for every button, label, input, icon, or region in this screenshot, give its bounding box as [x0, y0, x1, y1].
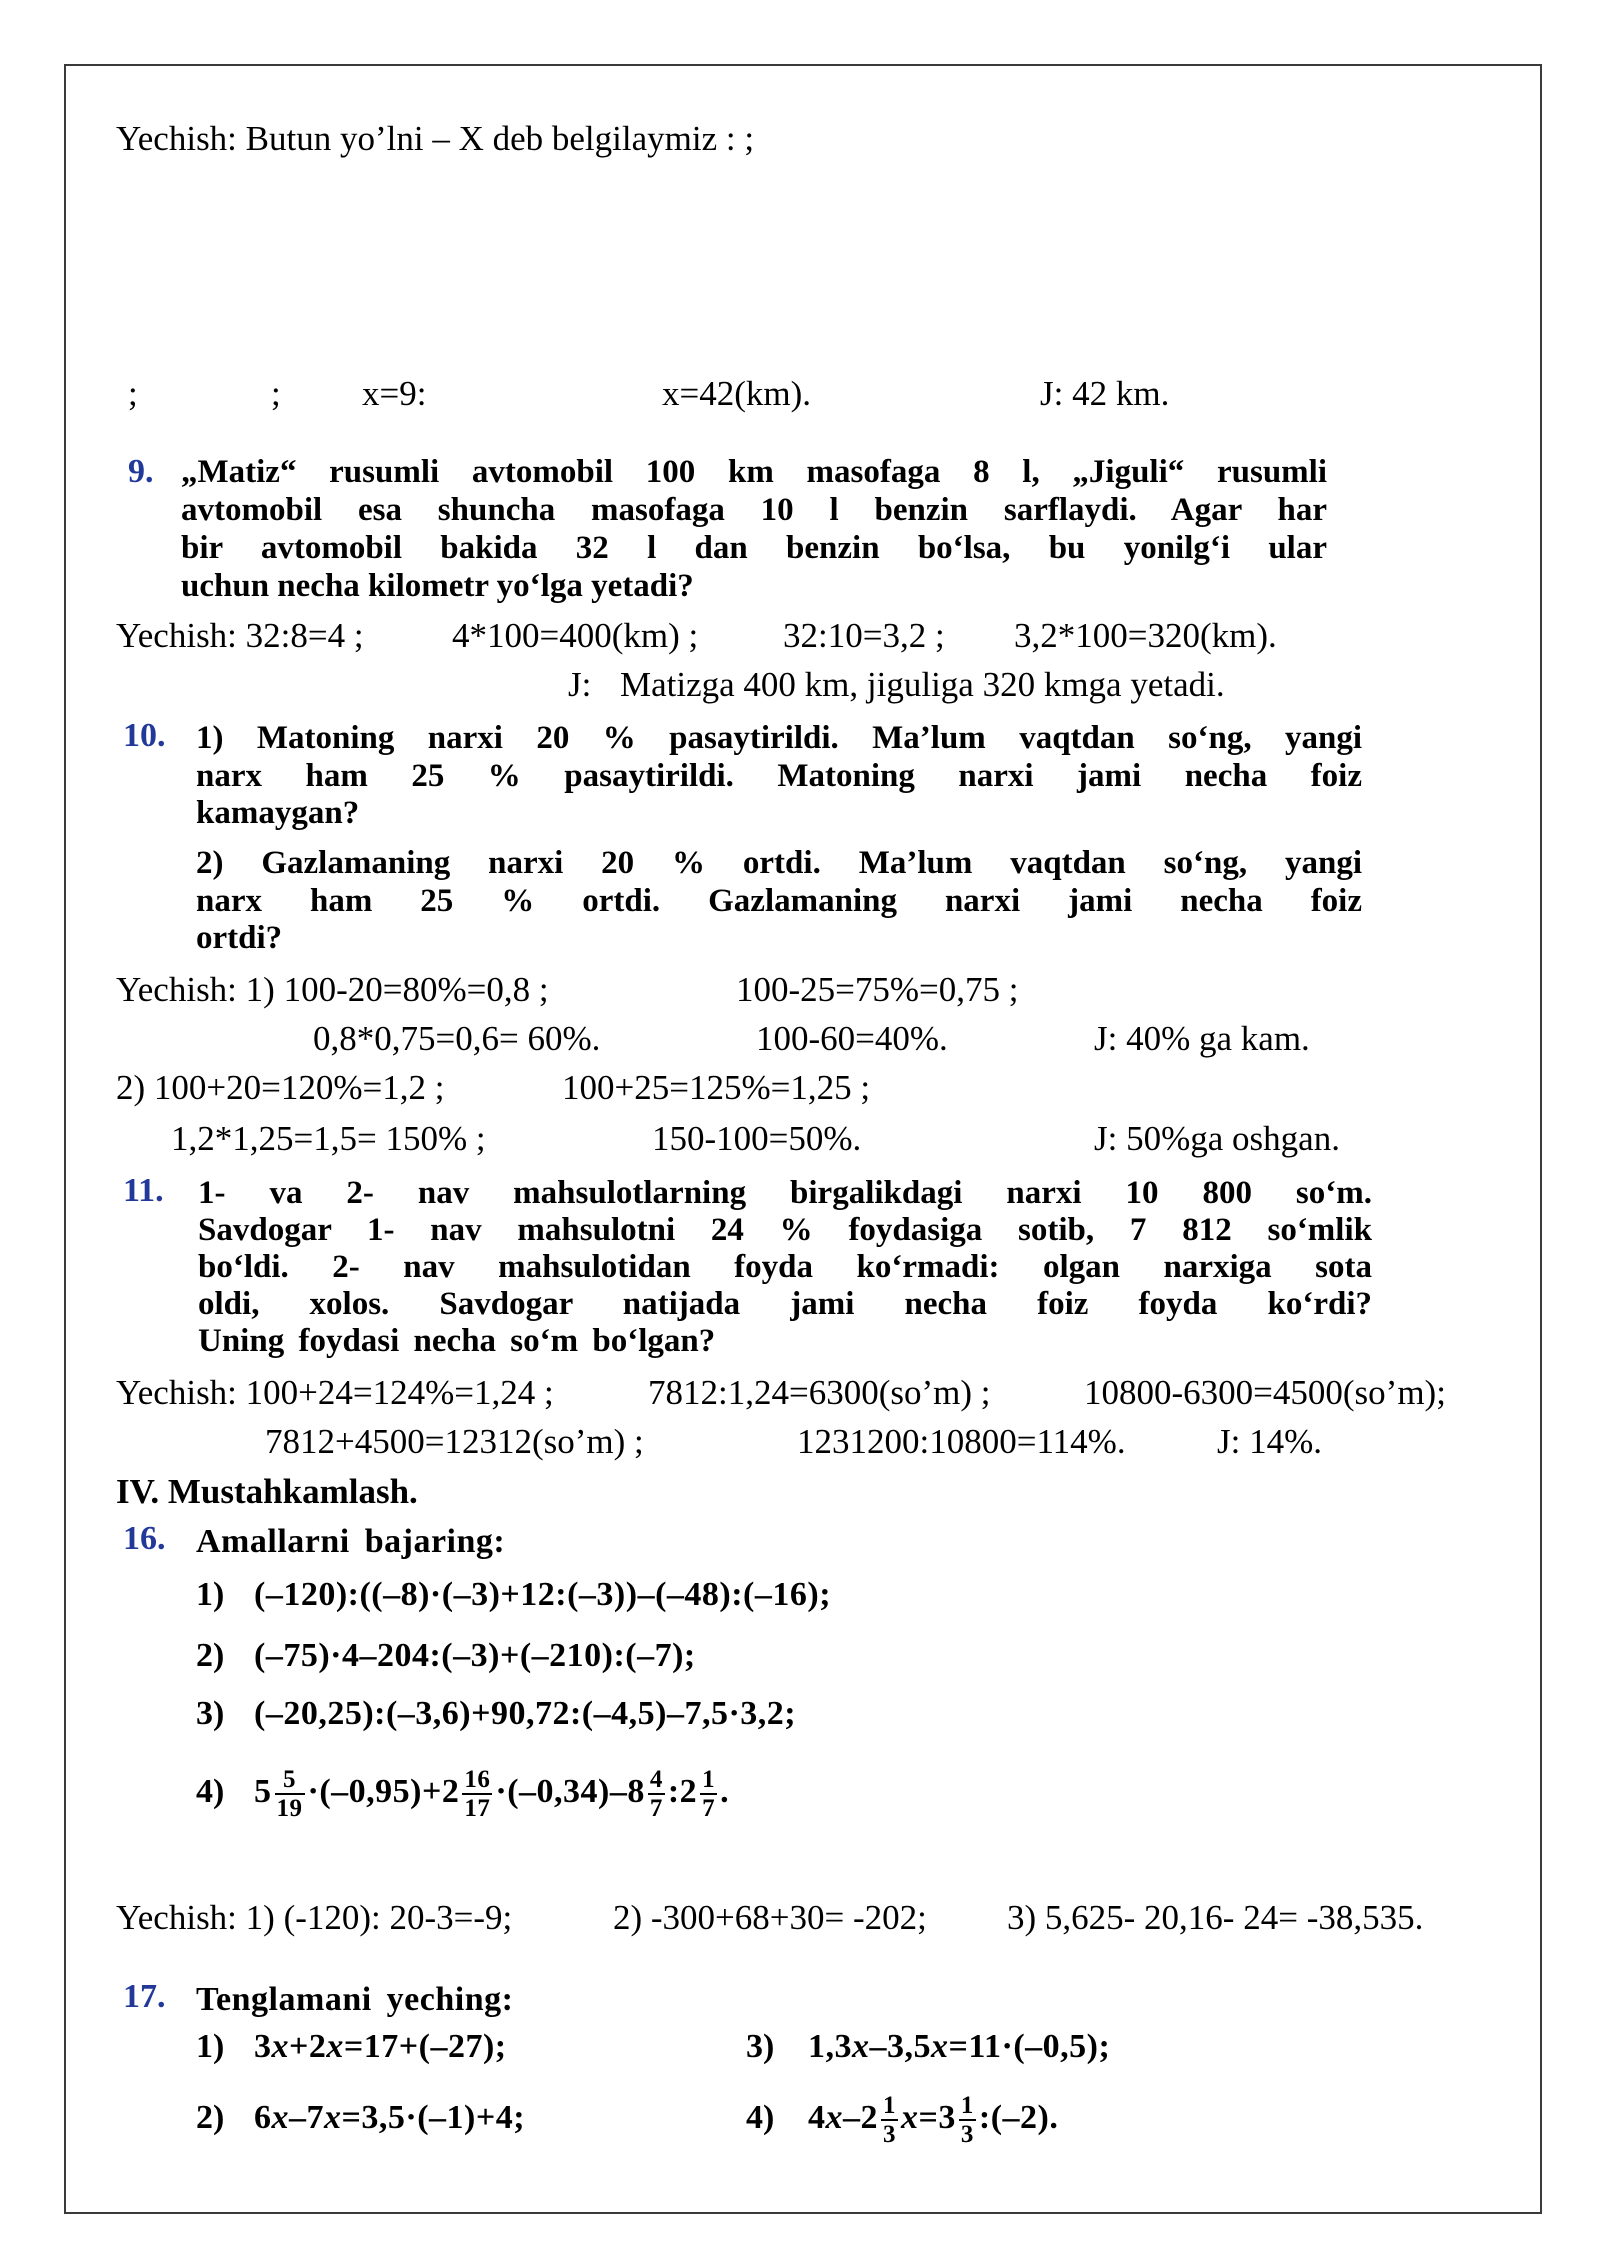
solution-8-result: ;	[128, 374, 138, 413]
math-variable: x	[825, 2099, 843, 2136]
solution-10-step: 0,8*0,75=0,6= 60%.	[313, 1019, 601, 1058]
math-variable: x	[852, 2028, 870, 2065]
math-variable: x	[326, 2028, 344, 2065]
fraction-numerator: 1	[960, 2092, 974, 2120]
math-text: =3,5·(–1)+4;	[341, 2099, 526, 2136]
problem-line: „Matiz“ rusumli avtomobil 100 km masofaga 8 l, „Jiguli“ rusumli	[181, 454, 1327, 490]
equation	[254, 2078, 525, 2158]
math-text: .	[720, 1773, 730, 1810]
solution-10-step: Yechish: 1) 100-20=80%=0,8 ;	[116, 970, 549, 1009]
problem-line: 1) Matoning narxi 20 % pasaytirildi. Ma’lum vaqtdan so‘ng, yangi	[196, 720, 1362, 756]
fraction-numerator: 4	[649, 1766, 663, 1794]
problem-line: bo‘ldi. 2- nav mahsulotidan foyda ko‘rmadi: olgan narxiga sota	[198, 1249, 1372, 1285]
problem-line: uchun necha kilometr yo‘lga yetadi?	[181, 568, 694, 604]
solution-8-intro: Yechish: Butun yo’lni – X deb belgilaymiz : ;	[116, 119, 755, 158]
problem-line: narx ham 25 % pasaytirildi. Matoning narxi jami necha foiz	[196, 757, 1362, 794]
problem-10-number: 10.	[123, 717, 166, 754]
problem-10-part1	[196, 720, 1362, 833]
fraction-denominator: 7	[649, 1795, 663, 1823]
math-variable: x	[931, 2028, 949, 2065]
math-variable: x	[271, 2028, 289, 2065]
item-label: 4)	[746, 2099, 775, 2136]
solution-9-answer: Matizga 400 km, jiguliga 320 kmga yetadi.	[620, 665, 1225, 704]
solution-10-step: 100-25=75%=0,75 ;	[736, 970, 1019, 1009]
problem-11-number: 11.	[123, 1172, 164, 1209]
math-text: 6	[254, 2099, 272, 2136]
fraction-denominator: 19	[276, 1795, 303, 1823]
solution-9-step: 32:10=3,2 ;	[783, 616, 945, 655]
problem-line: bir avtomobil bakida 32 l dan benzin bo‘lsa, bu yonilg‘i ular	[181, 530, 1327, 566]
problem-line: oldi, xolos. Savdogar natijada jami necha foiz foyda ko‘rdi?	[198, 1286, 1372, 1322]
math-text: –7	[289, 2099, 324, 2136]
fraction	[959, 2092, 976, 2148]
equation	[808, 2025, 1110, 2069]
solution-8-result: ;	[271, 374, 281, 413]
fraction-denominator: 3	[960, 2121, 974, 2149]
solution-10-step: 100+25=125%=1,25 ;	[562, 1068, 871, 1107]
problem-line: Uning foydasi necha so‘m bo‘lgan?	[198, 1323, 716, 1359]
equation	[254, 2025, 507, 2069]
problem-line: kamaygan?	[196, 795, 360, 831]
solution-11-step: 10800-6300=4500(so’m);	[1084, 1373, 1446, 1412]
problem-10-part2	[196, 845, 1362, 958]
math-expression	[254, 1692, 796, 1736]
problem-line: ortdi?	[196, 920, 283, 956]
math-text: :2	[667, 1773, 698, 1810]
solution-8-result: x=42(km).	[662, 374, 812, 413]
solution-16-step: 2) -300+68+30= -202;	[613, 1898, 927, 1937]
solution-9-step: 4*100=400(km) ;	[452, 616, 699, 655]
problem-line: narx ham 25 % ortdi. Gazlamaning narxi jami necha foiz	[196, 882, 1362, 919]
solution-10-step: 100-60=40%.	[756, 1019, 948, 1058]
exercise-16-instruction: Amallarni bajaring:	[196, 1523, 506, 1560]
math-text: (–20,25):(–3,6)+90,72:(–4,5)–7,5·3,2;	[254, 1695, 797, 1732]
problem-line: 1- va 2- nav mahsulotlarning birgalikdagi narxi 10 800 so‘m.	[198, 1175, 1372, 1211]
math-text: (–75)·4–204:(–3)+(–210):(–7);	[254, 1637, 696, 1674]
item-label: 1)	[196, 2028, 225, 2065]
solution-9-step: Yechish: 32:8=4 ;	[116, 616, 364, 655]
solution-11-step: 7812:1,24=6300(so’m) ;	[648, 1373, 991, 1412]
fraction-numerator: 5	[275, 1766, 305, 1795]
problem-line: avtomobil esa shuncha masofaga 10 l benzin sarflaydi. Agar har	[181, 492, 1327, 528]
solution-9-answer-label: J:	[568, 665, 592, 704]
exercise-16-number: 16.	[123, 1520, 166, 1557]
solution-16-step: 3) 5,625- 20,16- 24= -38,535.	[1007, 1898, 1424, 1937]
fraction	[462, 1766, 492, 1822]
item-label: 2)	[196, 2099, 225, 2136]
problem-line: Savdogar 1- nav mahsulotni 24 % foydasiga sotib, 7 812 so‘mlik	[198, 1212, 1372, 1248]
problem-11-text	[198, 1175, 1372, 1360]
math-expression	[254, 1573, 831, 1617]
fraction-numerator: 1	[702, 1766, 716, 1794]
exercise-17-instruction: Tenglamani yeching:	[196, 1981, 514, 2018]
math-text: ·(–0,34)–8	[495, 1773, 645, 1810]
solution-11-step: 7812+4500=12312(so’m) ;	[265, 1422, 644, 1461]
exercise-17-number: 17.	[123, 1978, 166, 2015]
equation	[808, 2078, 1058, 2158]
solution-11-step: 1231200:10800=114%.	[797, 1422, 1126, 1461]
item-label: 3)	[196, 1695, 225, 1732]
item-label: 3)	[746, 2028, 775, 2065]
fraction	[648, 1766, 665, 1822]
fraction-numerator: 16	[464, 1766, 491, 1794]
math-expression	[254, 1752, 729, 1832]
fraction-numerator: 1	[883, 2092, 896, 2120]
fraction	[700, 1766, 717, 1822]
math-expression	[254, 1634, 696, 1678]
fraction-denominator: 17	[464, 1795, 491, 1823]
solution-9-step: 3,2*100=320(km).	[1014, 616, 1277, 655]
fraction	[881, 2092, 898, 2148]
fraction-denominator: 3	[883, 2121, 896, 2149]
math-text: =3	[918, 2099, 956, 2136]
solution-8-result: x=9:	[362, 374, 427, 413]
fraction	[275, 1766, 305, 1822]
math-text: 1,3	[808, 2028, 852, 2065]
math-text: –3,5	[869, 2028, 931, 2065]
solution-11-step: Yechish: 100+24=124%=1,24 ;	[116, 1373, 554, 1412]
solution-10-step: 1,2*1,25=1,5= 150% ;	[171, 1119, 486, 1158]
solution-8-answer: J: 42 km.	[1040, 374, 1170, 413]
math-text: ·(–0,95)+2	[307, 1773, 460, 1810]
math-variable: x	[901, 2099, 919, 2136]
math-text: 3	[254, 2028, 272, 2065]
problem-line: 2) Gazlamaning narxi 20 % ortdi. Ma’lum vaqtdan so‘ng, yangi	[196, 845, 1362, 881]
solution-16-step: Yechish: 1) (-120): 20-3=-9;	[116, 1898, 513, 1937]
item-label: 1)	[196, 1576, 225, 1613]
solution-10-step: 2) 100+20=120%=1,2 ;	[116, 1068, 445, 1107]
math-text: 5	[254, 1773, 272, 1810]
problem-9-number: 9.	[128, 453, 154, 490]
problem-9-text	[181, 453, 1327, 605]
math-text: =17+(–27);	[343, 2028, 507, 2065]
math-text: +2	[289, 2028, 327, 2065]
fraction-denominator: 7	[702, 1795, 716, 1823]
item-label: 4)	[196, 1773, 225, 1810]
math-variable: x	[324, 2099, 342, 2136]
solution-10-step: 150-100=50%.	[652, 1119, 862, 1158]
solution-11-answer: J: 14%.	[1217, 1422, 1322, 1461]
math-variable: x	[271, 2099, 289, 2136]
math-text: (–120):((–8)·(–3)+12:(–3))–(–48):(–16);	[254, 1576, 832, 1613]
item-label: 2)	[196, 1637, 225, 1674]
section-title: IV. Mustahkamlash.	[116, 1472, 418, 1511]
math-text: :(–2).	[978, 2099, 1059, 2136]
math-text: 4	[808, 2099, 826, 2136]
math-text: –2	[843, 2099, 878, 2136]
solution-10-answer: J: 50%ga oshgan.	[1094, 1119, 1340, 1158]
math-text: =11·(–0,5);	[948, 2028, 1111, 2065]
solution-10-answer: J: 40% ga kam.	[1094, 1019, 1310, 1058]
